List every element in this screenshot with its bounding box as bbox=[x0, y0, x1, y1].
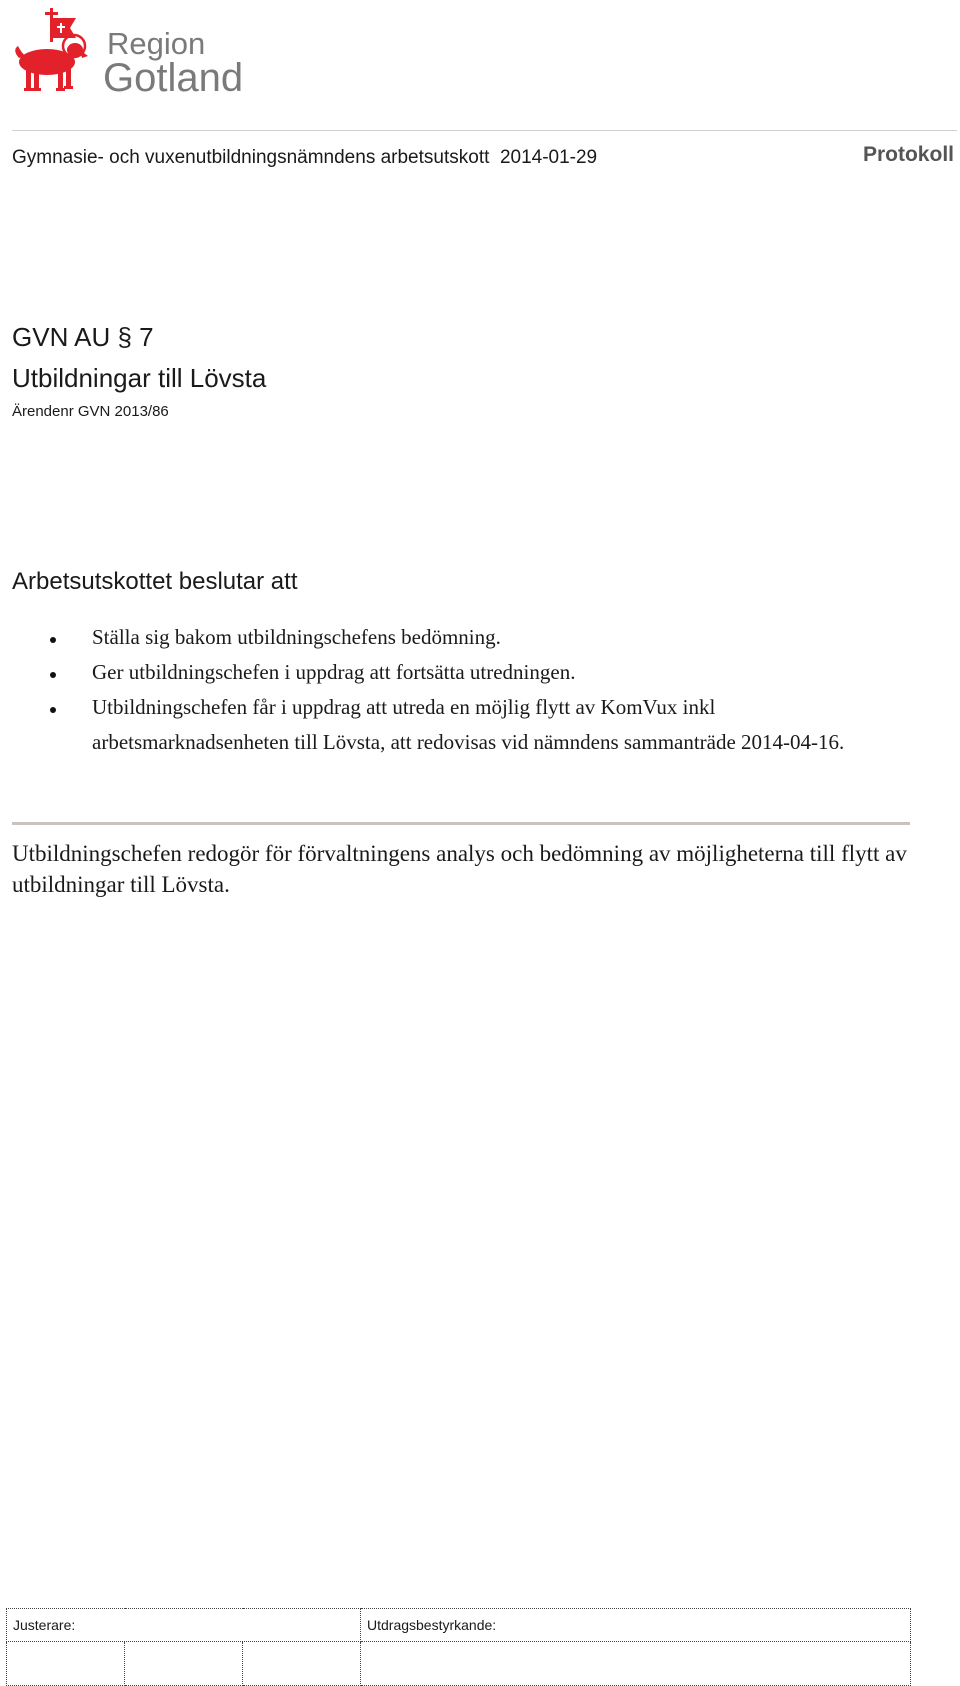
decision-heading: Arbetsutskottet beslutar att bbox=[12, 568, 298, 595]
header-committee-date bbox=[12, 147, 597, 169]
list-item bbox=[0, 620, 900, 655]
signature-box bbox=[7, 1642, 125, 1686]
body-paragraph: Utbildningschefen redogör för förvaltningens analys och bedömning av möjligheterna till flytt av utbildningar till Lövsta. bbox=[12, 841, 907, 897]
justerare-label: Justerare: bbox=[7, 1609, 361, 1642]
committee-name: Gymnasie- och vuxenutbildningsnämndens arbetsutskott bbox=[12, 147, 490, 168]
utdragsbestyrkande-label: Utdragsbestyrkande: bbox=[361, 1609, 911, 1642]
meeting-date: 2014-01-29 bbox=[499, 147, 598, 168]
region-gotland-logo bbox=[12, 6, 242, 98]
case-number: Ärendenr GVN 2013/86 bbox=[12, 403, 169, 420]
decision-item-text: Ger utbildningschefen i uppdrag att fortsätta utredningen. bbox=[92, 660, 576, 684]
signature-table bbox=[6, 1608, 911, 1686]
case-title: Utbildningar till Lövsta bbox=[12, 363, 267, 393]
decision-list bbox=[0, 620, 900, 760]
bullet-icon bbox=[50, 707, 56, 713]
bullet-icon bbox=[50, 637, 56, 643]
section-divider bbox=[12, 822, 910, 825]
decision-item-text: Utbildningschefen får i uppdrag att utreda en möjlig flytt av KomVux inkl arbetsmarknadsenheten till Lövsta, att redovisas vid nämndens sammanträde 2014-04-16. bbox=[92, 695, 845, 754]
signature-box bbox=[361, 1642, 911, 1686]
list-item bbox=[0, 655, 900, 690]
paragraph-number: GVN AU § 7 bbox=[12, 322, 154, 352]
list-item bbox=[0, 690, 900, 760]
logo-line-region: Region bbox=[107, 26, 206, 61]
bullet-icon bbox=[50, 672, 56, 678]
header-divider bbox=[12, 130, 957, 131]
logo-line-gotland: Gotland bbox=[103, 56, 244, 100]
document-type: Protokoll bbox=[862, 143, 954, 166]
lamb-emblem-icon bbox=[12, 6, 102, 98]
signature-box bbox=[125, 1642, 243, 1686]
signature-box bbox=[243, 1642, 361, 1686]
decision-item-text: Ställa sig bakom utbildningschefens bedömning. bbox=[92, 625, 501, 649]
